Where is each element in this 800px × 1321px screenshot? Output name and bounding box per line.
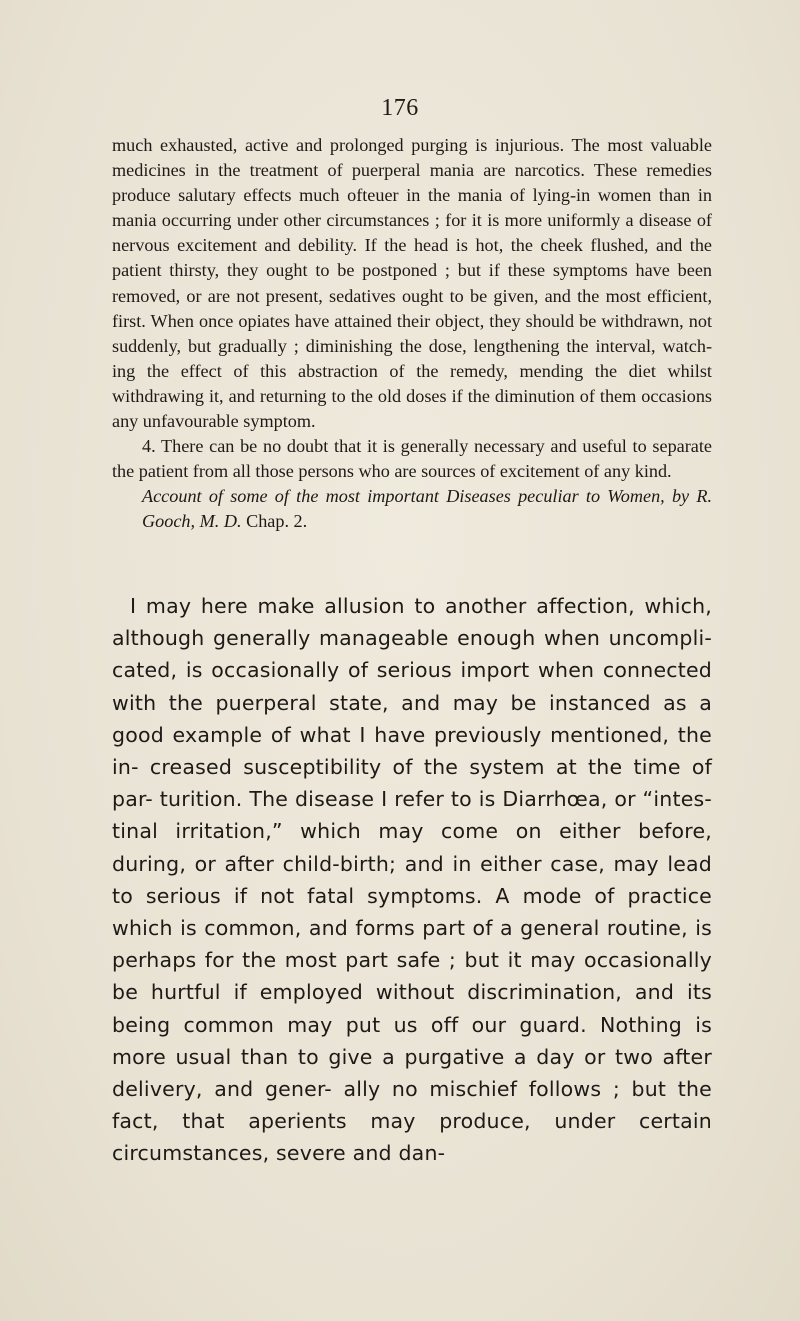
page-number: 176 xyxy=(381,95,419,121)
point-4-paragraph: 4. There can be no doubt that it is generally necessary and useful to separate the patient from all those persons who are sources of excitement of any kind. xyxy=(112,436,712,482)
citation xyxy=(112,484,712,534)
citation-chapter: Chap. 2. xyxy=(246,511,308,532)
continuation-paragraph: much exhausted, active and prolonged purging is injurious. The most valuable medicines in the treatment of puerperal mania are narcotics. These remedies produce salutary effects much ofteuer in the mania of lying-in women than in mania occurring under other circumstances ; for it is more uniformly a disease of nervous excitement and debility. If the head is hot, the cheek flushed, and the patient thirsty, they ought to be postponed ; but if these symptoms have been removed, or are not present, sedatives ought to be given, and the most efficient, first. When once opiates have attained their object, they should be withdrawn, not suddenly, but gradually ; diminishing the dose, lengthening the interval, watch- ing the effect of this abstraction of the remedy, mending the diet whilst withdrawing it, and returning to the old doses if the diminution of them occasions any unfavourable symptom. xyxy=(112,135,712,432)
citation-title: Account of some of the most important Diseases peculiar to Women, by R. Gooch, M. D. xyxy=(142,486,712,532)
main-text xyxy=(112,590,712,1170)
main-paragraph: I may here make allusion to another affection, which, although generally manageable enough when uncompli- cated, is occasionally of serious import when connected with the puerperal state, and may be instanced as a good example of what I have previously mentioned, the in- creased susceptibility of the system at the time of par- turition. The disease I refer to is Diarrhœa, or “intes- tinal irritation,” which may come on either before, during, or after child-birth; and in either case, may lead to serious if not fatal symptoms. A mode of practice which is common, and forms part of a general routine, is perhaps for the most part safe ; but it may occasionally be hurtful if employed without discrimination, and its being common may put us off our guard. Nothing is more usual than to give a purgative a day or two after delivery, and gener- ally no mischief follows ; but the fact, that aperients may produce, under certain circumstances, severe and dan- xyxy=(112,594,712,1166)
quoted-passage xyxy=(112,133,712,535)
